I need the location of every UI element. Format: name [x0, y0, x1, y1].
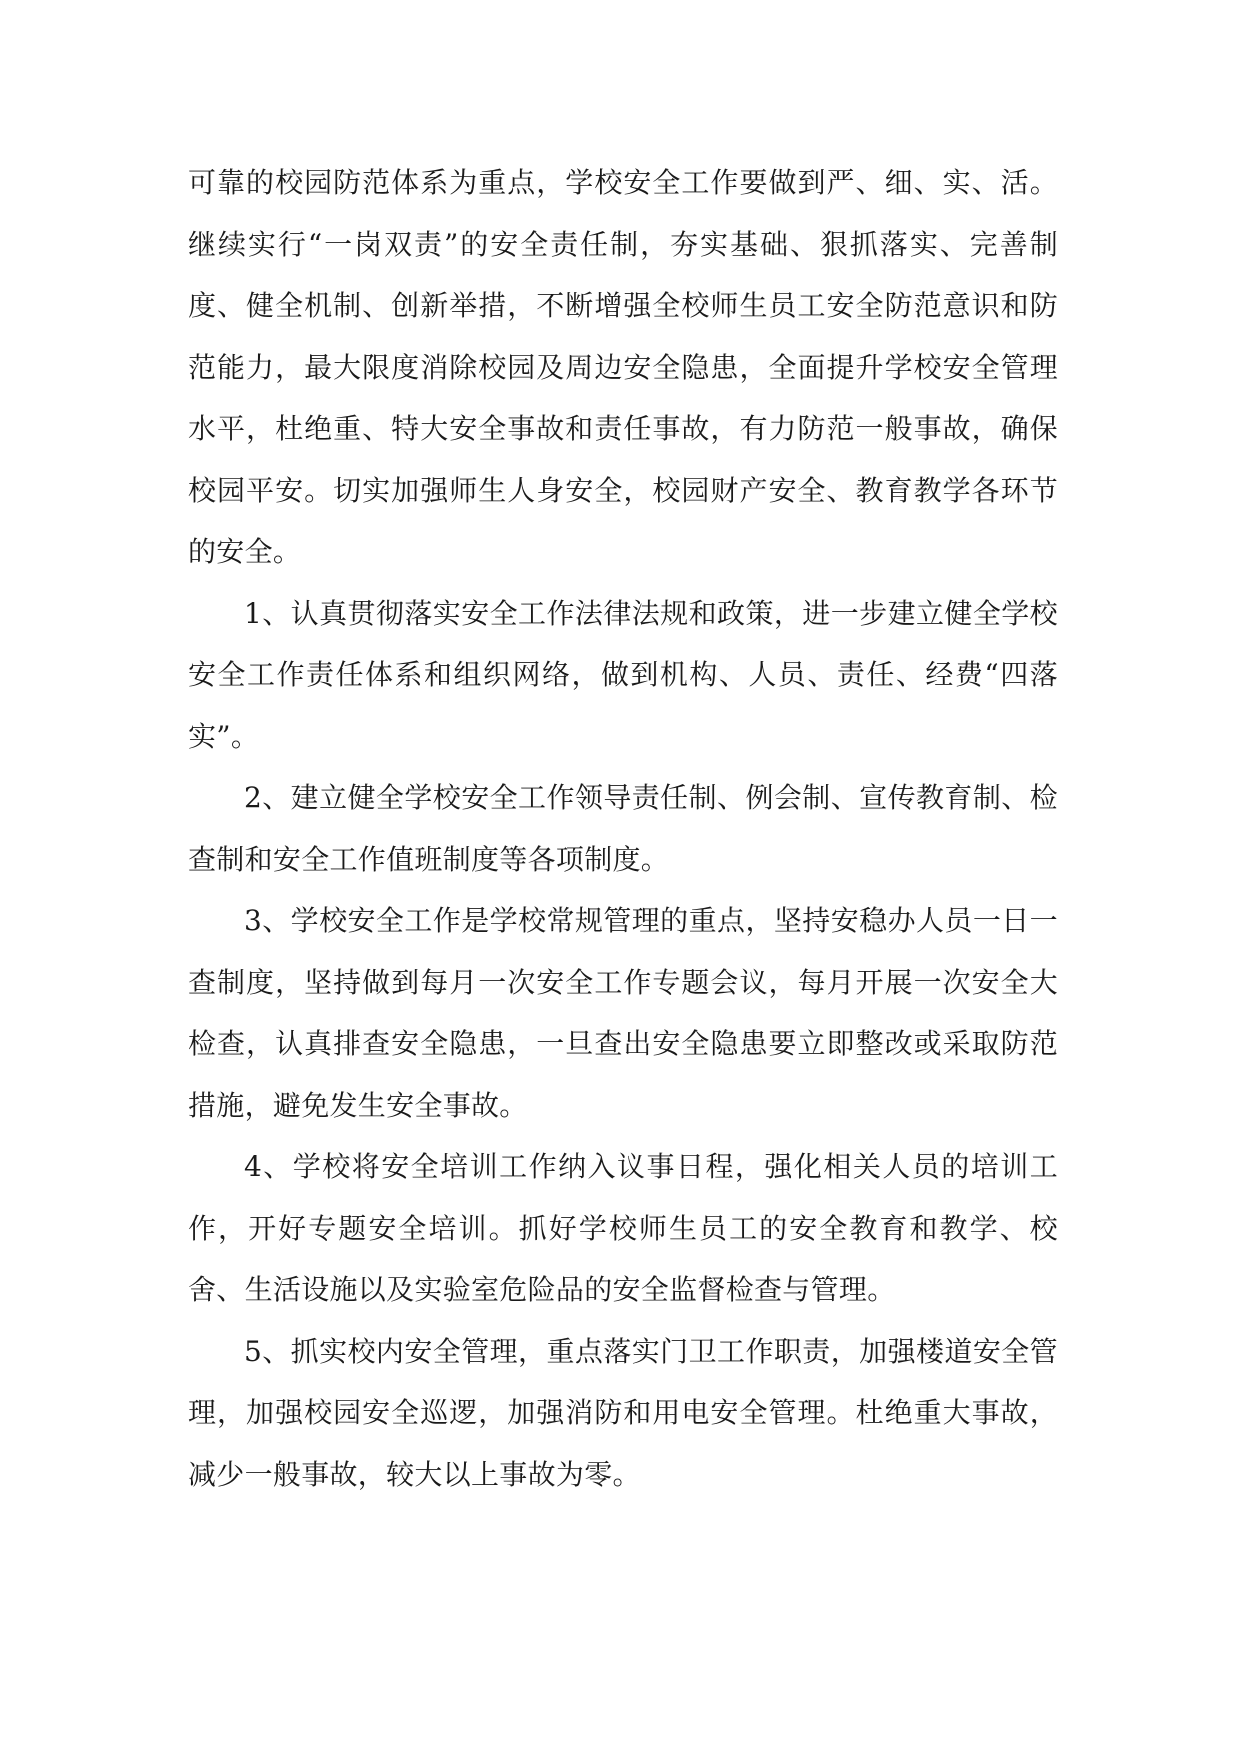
paragraph-item-4: 4、学校将安全培训工作纳入议事日程，强化相关人员的培训工作，开好专题安全培训。抓好学校师生员工的安全教育和教学、校舍、生活设施以及实验室危险品的安全监督检查与管理。: [188, 1150, 1058, 1306]
paragraph-item-2: 2、建立健全学校安全工作领导责任制、例会制、宣传教育制、检查制和安全工作值班制度等各项制度。: [188, 781, 1058, 876]
paragraph-item-3: 3、学校安全工作是学校常规管理的重点，坚持安稳办人员一日一查制度，坚持做到每月一次安全工作专题会议，每月开展一次安全大检查，认真排查安全隐患，一旦查出安全隐患要立即整改或采取防范措施，避免发生安全事故。: [188, 904, 1058, 1122]
paragraph-continuation: 可靠的校园防范体系为重点，学校安全工作要做到严、细、实、活。继续实行“一岗双责”的安全责任制，夯实基础、狠抓落实、完善制度、健全机制、创新举措，不断增强全校师生员工安全防范意识和防范能力，最大限度消除校园及周边安全隐患，全面提升学校安全管理水平，杜绝重、特大安全事故和责任事故，有力防范一般事故，确保校园平安。切实加强师生人身安全，校园财产安全、教育教学各环节的安全。: [188, 166, 1058, 568]
paragraph-item-1: 1、认真贯彻落实安全工作法律法规和政策，进一步建立健全学校安全工作责任体系和组织网络，做到机构、人员、责任、经费“四落实”。: [188, 596, 1058, 753]
document-body: [188, 152, 1058, 1505]
paragraph-item-5: 5、抓实校内安全管理，重点落实门卫工作职责，加强楼道安全管理，加强校园安全巡逻，加强消防和用电安全管理。杜绝重大事故，减少一般事故，较大以上事故为零。: [188, 1334, 1058, 1491]
